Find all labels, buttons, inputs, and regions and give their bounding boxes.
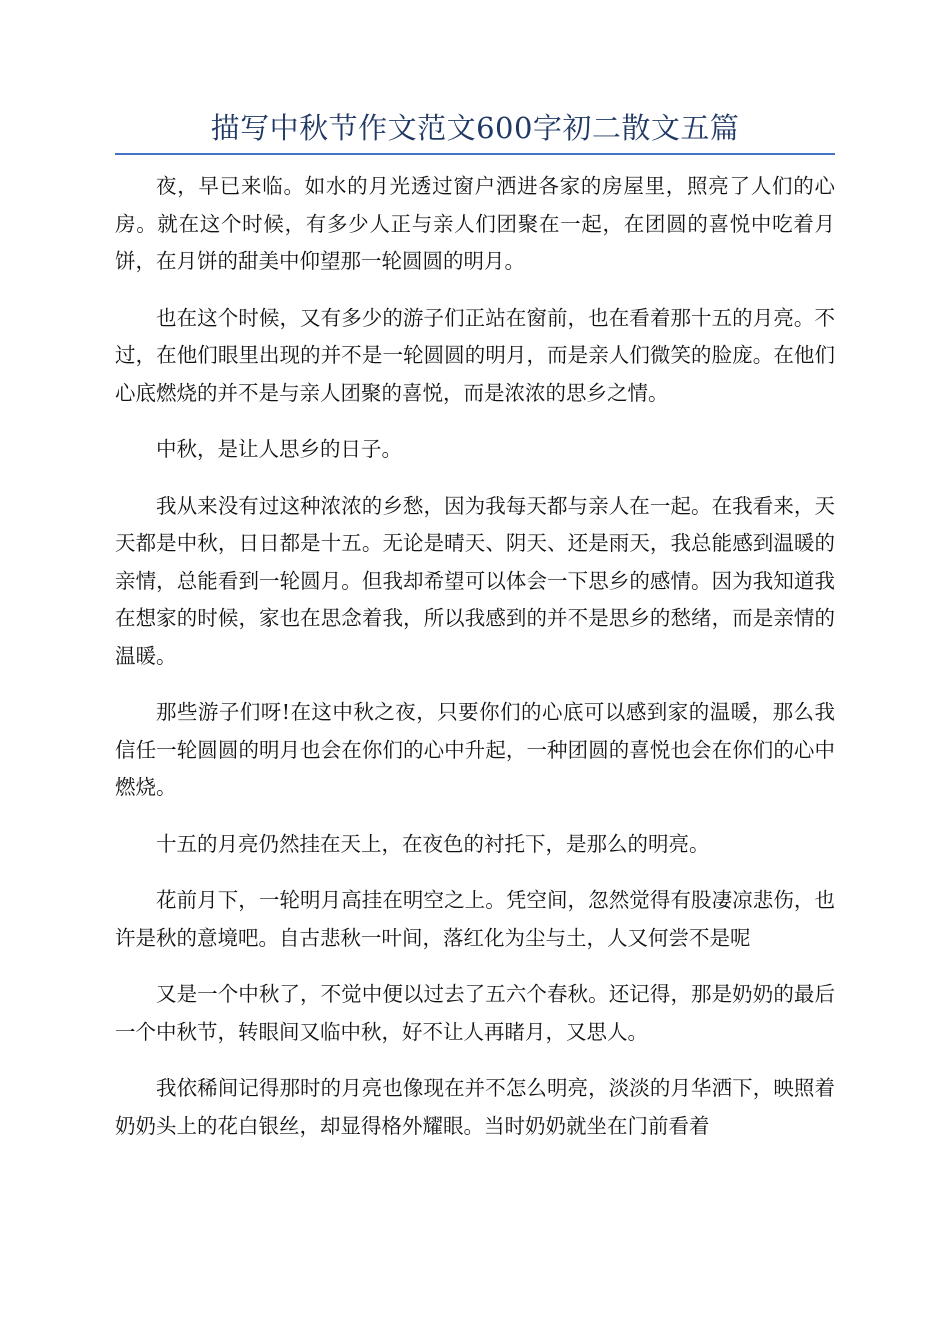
- document-title: 描写中秋节作文范文600字初二散文五篇: [210, 111, 740, 145]
- document-body: [115, 168, 835, 1164]
- paragraph-9: 我依稀间记得那时的月亮也像现在并不怎么明亮，淡淡的月华洒下，映照着奶奶头上的花白银丝，却显得格外耀眼。当时奶奶就坐在门前看着: [115, 1076, 835, 1138]
- title-underline: [115, 153, 835, 155]
- paragraph-7: 花前月下，一轮明月高挂在明空之上。凭空间，忽然觉得有股凄凉悲伤，也许是秋的意境吧。自古悲秋一叶间，落红化为尘与土，人又何尝不是呢: [115, 888, 835, 950]
- paragraph-3: 中秋，是让人思乡的日子。: [156, 437, 402, 461]
- paragraph-4: 我从来没有过这种浓浓的乡愁，因为我每天都与亲人在一起。在我看来，天天都是中秋，日日都是十五。无论是晴天、阴天、还是雨天，我总能感到温暖的亲情，总能看到一轮圆月。但我却希望可以体会一下思乡的感情。因为我知道我在想家的时候，家也在思念着我，所以我感到的并不是思乡的愁绪，而是亲情的温暖。: [115, 493, 835, 668]
- paragraph-2: 也在这个时候，又有多少的游子们正站在窗前，也在看着那十五的月亮。不过，在他们眼里出现的并不是一轮圆圆的明月，而是亲人们微笑的脸庞。在他们心底燃烧的并不是与亲人团聚的喜悦，而是浓浓的思乡之情。: [115, 305, 835, 405]
- paragraph-1: 夜，早已来临。如水的月光透过窗户洒进各家的房屋里，照亮了人们的心房。就在这个时候，有多少人正与亲人们团聚在一起，在团圆的喜悦中吃着月饼，在月饼的甜美中仰望那一轮圆圆的明月。: [115, 174, 835, 273]
- paragraph-6: 十五的月亮仍然挂在天上，在夜色的衬托下，是那么的明亮。: [156, 831, 710, 856]
- paragraph-8: 又是一个中秋了，不觉中便以过去了五六个春秋。还记得，那是奶奶的最后一个中秋节，转眼间又临中秋，好不让人再睹月，又思人。: [115, 982, 835, 1044]
- paragraph-5: 那些游子们呀!在这中秋之夜，只要你们的心底可以感到家的温暖，那么我信任一轮圆圆的明月也会在你们的心中升起，一种团圆的喜悦也会在你们的心中燃烧。: [115, 700, 835, 799]
